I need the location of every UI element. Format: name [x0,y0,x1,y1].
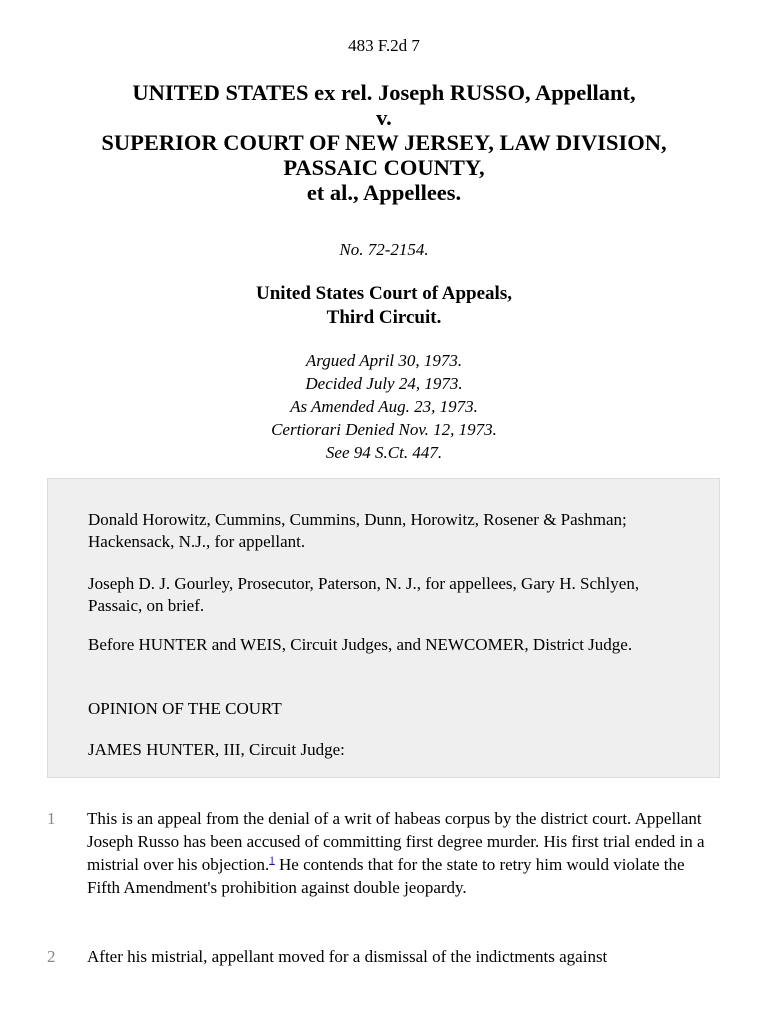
appellee-counsel: Joseph D. J. Gourley, Prosecutor, Paterson, N. J., for appellees, Gary H. Schlyen, Passaic, on brief. [88,574,640,615]
paragraph-number: 2 [47,947,56,966]
docket-number: No. 72-2154. [339,240,429,259]
title-line: PASSAIC COUNTY, [283,155,485,180]
date-line: As Amended Aug. 23, 1973. [290,397,478,416]
paragraph-number: 1 [47,809,56,828]
footnote-link[interactable]: 1 [269,854,275,867]
title-line: et al., Appellees. [306,180,462,205]
paragraph-text [87,807,717,899]
court-line: Third Circuit. [326,307,442,328]
paragraph-text: After his mistrial, appellant moved for a dismissal of the indictments against [87,947,608,966]
paragraph-text-start: This is an appeal from the denial of a writ of habeas corpus by the district court. Appellant Joseph Russo has been accused of committing first degree murder. His first trial ended in a mistrial over his objection. [87,809,705,874]
opinion-heading: OPINION OF THE COURT [88,699,282,718]
judge-panel: Before HUNTER and WEIS, Circuit Judges, and NEWCOMER, District Judge. [88,635,633,654]
date-line: Argued April 30, 1973. [305,351,463,370]
court-line: United States Court of Appeals, [256,283,512,304]
appellant-counsel: Donald Horowitz, Cummins, Cummins, Dunn, Horowitz, Rosener & Pashman; Hackensack, N.J., for appellant. [88,510,627,551]
case-header-box [47,478,720,778]
case-title [0,80,768,205]
case-dates [0,349,768,464]
date-line: Decided July 24, 1973. [305,374,463,393]
title-line: SUPERIOR COURT OF NEW JERSEY, LAW DIVISION, [101,130,667,155]
court-name [0,282,768,330]
title-line: v. [376,105,392,130]
title-line: UNITED STATES ex rel. Joseph RUSSO, Appellant, [132,80,636,105]
date-line: Certiorari Denied Nov. 12, 1973. [271,420,497,439]
paragraph-text-end: He contends that for the state to retry him would violate the Fifth Amendment's prohibition against double jeopardy. [87,855,685,897]
date-line: See 94 S.Ct. 447. [325,443,443,462]
citation: 483 F.2d 7 [348,36,420,55]
opinion-author: JAMES HUNTER, III, Circuit Judge: [88,740,345,759]
